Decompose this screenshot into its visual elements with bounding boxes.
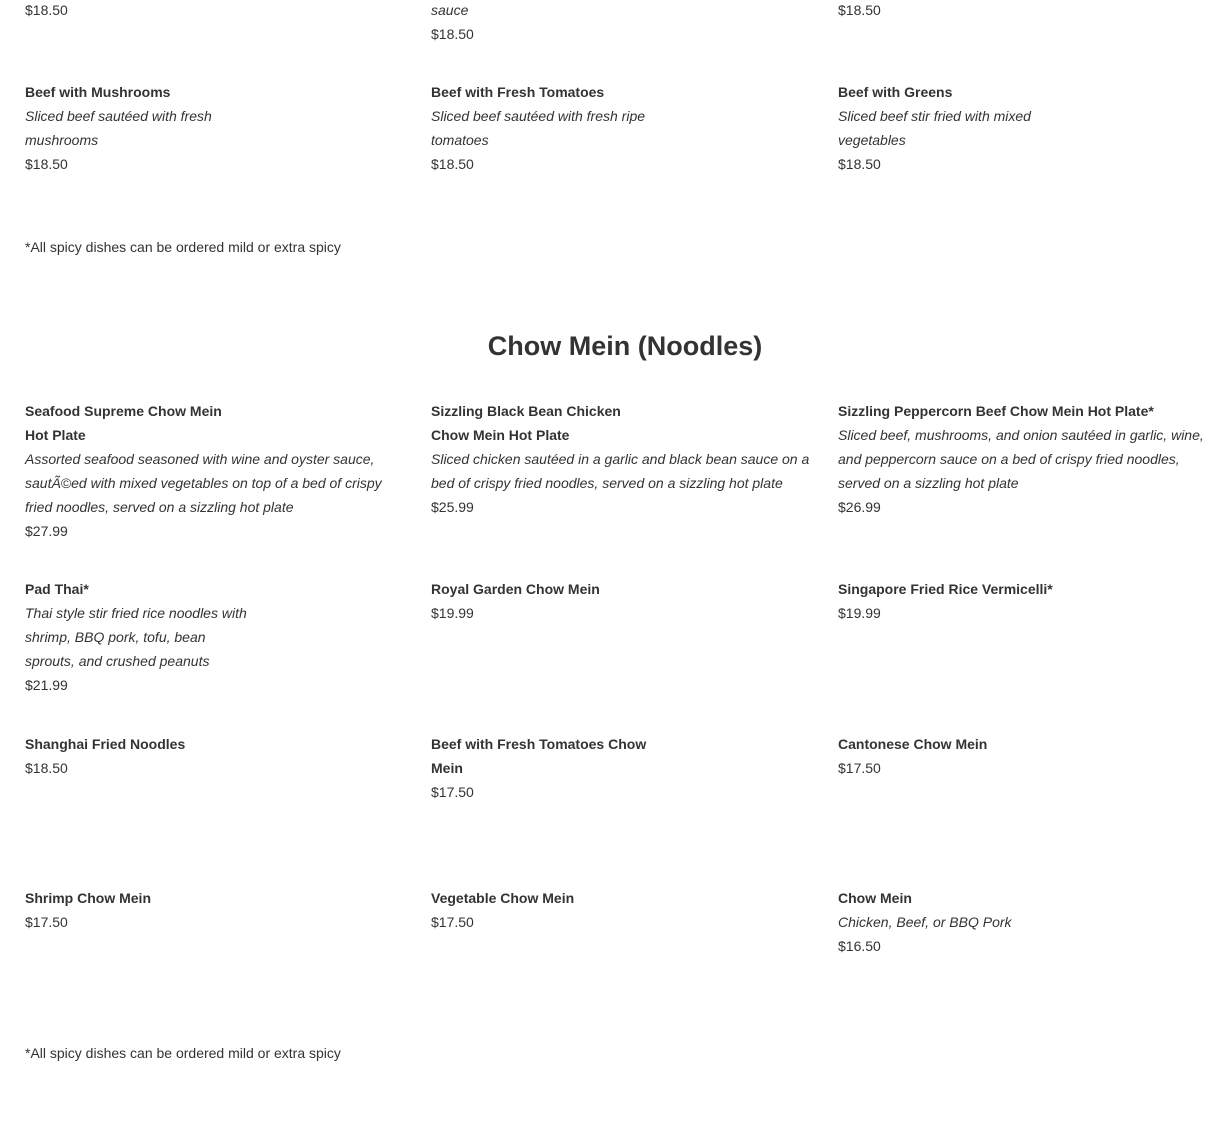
- menu-item: [25, 886, 151, 934]
- menu-item: [431, 577, 600, 625]
- menu-item-description: fried noodles, served on a sizzling hot plate: [25, 499, 294, 515]
- menu-item-name: Mein: [431, 760, 463, 776]
- menu-item-name: Shanghai Fried Noodles: [25, 736, 186, 752]
- menu-item-description: and peppercorn sauce on a bed of crispy fried noodles,: [838, 451, 1180, 467]
- menu-item-description: vegetables: [838, 132, 906, 148]
- menu-item-name: Royal Garden Chow Mein: [431, 581, 600, 597]
- section-title: Chow Mein (Noodles): [487, 331, 763, 361]
- menu-item-description: bed of crispy fried noodles, served on a sizzling hot plate: [431, 475, 783, 491]
- menu-item-name: Chow Mein Hot Plate: [431, 427, 570, 443]
- menu-item-description: mushrooms: [25, 132, 99, 148]
- spicy-note: *All spicy dishes can be ordered mild or extra spicy: [25, 239, 341, 255]
- menu-item-price: $17.50: [431, 784, 474, 800]
- menu-item-price: $18.50: [838, 2, 881, 18]
- menu-item: [25, 399, 382, 543]
- menu-item-price: $27.99: [25, 523, 68, 539]
- menu-item-name: Sizzling Peppercorn Beef Chow Mein Hot Plate*: [838, 403, 1154, 419]
- menu-item-price: $19.99: [431, 605, 474, 621]
- menu-item-description: Sliced beef stir fried with mixed: [838, 108, 1031, 124]
- menu-item-name: Hot Plate: [25, 427, 86, 443]
- menu-item-description: served on a sizzling hot plate: [838, 475, 1019, 491]
- menu-item: [431, 886, 574, 934]
- menu-item-name: Pad Thai*: [25, 581, 89, 597]
- menu-item-price: $21.99: [25, 677, 68, 693]
- menu-item-name: Sizzling Black Bean Chicken: [431, 403, 621, 419]
- menu-item-price: $18.50: [431, 156, 474, 172]
- menu-item-price: $17.50: [25, 914, 68, 930]
- menu-item-name: Beef with Fresh Tomatoes Chow: [431, 736, 647, 752]
- menu-item-name: Shrimp Chow Mein: [25, 890, 151, 906]
- menu-item-description: Sliced chicken sautéed in a garlic and black bean sauce on a: [431, 451, 810, 467]
- menu-item-price: $17.50: [431, 914, 474, 930]
- menu-item-name: Cantonese Chow Mein: [838, 736, 988, 752]
- menu-item-description: sauce: [431, 2, 469, 18]
- menu-item-description: sautÃ©ed with mixed vegetables on top of a bed of crispy: [25, 475, 382, 491]
- menu-item-description: shrimp, BBQ pork, tofu, bean: [25, 629, 206, 645]
- menu-item: [838, 577, 1053, 625]
- menu-item-name: Singapore Fried Rice Vermicelli*: [838, 581, 1053, 597]
- menu-item: [25, 577, 247, 697]
- menu-item-description: Sliced beef sautéed with fresh ripe: [431, 108, 646, 124]
- menu-item-name: Beef with Greens: [838, 84, 953, 100]
- menu-item-price: $19.99: [838, 605, 881, 621]
- menu-item: [838, 80, 1031, 176]
- menu-item: [25, 732, 185, 780]
- menu-item-description: Chicken, Beef, or BBQ Pork: [838, 914, 1012, 930]
- menu-item-name: Seafood Supreme Chow Mein: [25, 403, 222, 419]
- menu-item-price: $26.99: [838, 499, 881, 515]
- menu-item: [431, 80, 645, 176]
- menu-item-description: Assorted seafood seasoned with wine and oyster sauce,: [25, 451, 375, 467]
- menu-item-description: sprouts, and crushed peanuts: [25, 653, 210, 669]
- menu-item-name: Vegetable Chow Mein: [431, 890, 575, 906]
- menu-item-description: Sliced beef sautéed with fresh: [25, 108, 212, 124]
- menu-item-price: $18.50: [838, 156, 881, 172]
- menu-item-description: tomatoes: [431, 132, 489, 148]
- menu-item-price: $16.50: [838, 938, 881, 954]
- menu-item-description: Sliced beef, mushrooms, and onion sautéed in garlic, wine,: [838, 427, 1204, 443]
- menu-item: [431, 732, 646, 804]
- menu-item-price: $18.50: [431, 26, 474, 42]
- menu-item: [838, 886, 1012, 958]
- menu-item: [431, 399, 809, 519]
- menu-item-price: $17.50: [838, 760, 881, 776]
- menu-item-price: $18.50: [25, 760, 68, 776]
- menu-item: [25, 80, 212, 176]
- menu-item-name: Beef with Mushrooms: [25, 84, 171, 100]
- menu-item-price: $18.50: [25, 156, 68, 172]
- menu-item-price: $18.50: [25, 2, 68, 18]
- menu-item-name: Beef with Fresh Tomatoes: [431, 84, 605, 100]
- menu-item-price: $25.99: [431, 499, 474, 515]
- menu-item: [838, 732, 987, 780]
- menu-item: [838, 399, 1204, 519]
- spicy-note: *All spicy dishes can be ordered mild or extra spicy: [25, 1045, 341, 1061]
- menu-item-description: Thai style stir fried rice noodles with: [25, 605, 247, 621]
- menu-item-name: Chow Mein: [838, 890, 912, 906]
